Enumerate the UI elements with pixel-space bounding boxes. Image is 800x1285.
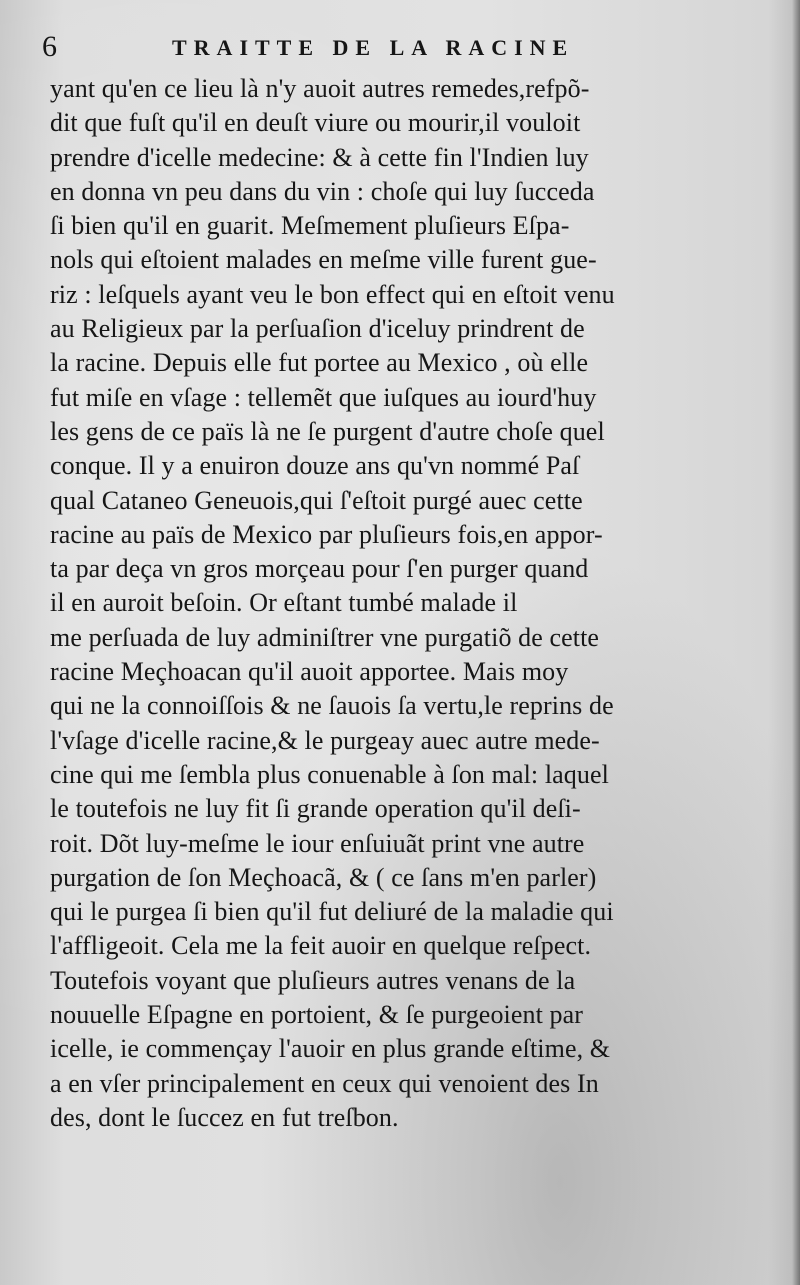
text-line: ſi bien qu'il en guarit. Meſmement pluſieurs Eſpa-: [50, 211, 570, 241]
text-line: racine au païs de Mexico par pluſieurs fois,en appor-: [50, 519, 603, 549]
text-line: en donna vn peu dans du vin : choſe qui luy ſucceda: [50, 176, 595, 206]
page-header: [42, 30, 782, 64]
text-line: ta par deça vn gros morçeau pour ſ'en purger quand: [50, 554, 589, 584]
text-line: qui ne la connoiſſois & ne ſauois ſa vertu,le reprins de: [50, 691, 614, 721]
text-line: cine qui me ſembla plus conuenable à ſon mal: laquel: [50, 759, 609, 789]
page-number: 6: [42, 30, 57, 63]
text-line: purgation de ſon Meçhoacã, & ( ce ſans m'en parler): [50, 862, 597, 892]
text-line: l'vſage d'icelle racine,& le purgeay auec autre mede-: [50, 725, 600, 755]
text-line: nouuelle Eſpagne en portoient, & ſe purgeoient par: [50, 1000, 584, 1030]
text-line: roit. Dõt luy-meſme le iour enſuiuãt print vne autre: [50, 828, 585, 858]
text-line: au Religieux par la perſuaſion d'iceluy prindrent de: [50, 314, 585, 344]
page-edge-shadow: [792, 0, 800, 1285]
running-title: TRAITTE DE LA RACINE: [172, 35, 575, 60]
text-line: conque. Il y a enuiron douze ans qu'vn nommé Paſ: [50, 451, 580, 481]
text-line: icelle, ie commençay l'auoir en plus grande eſtime, &: [50, 1034, 611, 1064]
text-line: nols qui eſtoient malades en meſme ville furent gue-: [50, 245, 597, 275]
text-line: qual Cataneo Geneuois,qui ſ'eſtoit purgé auec cette: [50, 485, 583, 515]
text-line: riz : leſquels ayant veu le bon effect qui en eſtoit venu: [50, 279, 615, 309]
text-line: me perſuada de luy adminiſtrer vne purgatiõ de cette: [50, 622, 600, 652]
text-line: fut miſe en vſage : tellemẽt que iuſques au iourd'huy: [50, 382, 597, 412]
text-line: qui le purgea ſi bien qu'il fut deliuré de la maladie qui: [50, 897, 614, 927]
text-line: la racine. Depuis elle fut portee au Mexico , où elle: [50, 348, 589, 378]
text-line: il en auroit beſoin. Or eſtant tumbé malade il: [50, 588, 518, 618]
text-line: racine Meçhoacan qu'il auoit apportee. Mais moy: [50, 657, 569, 687]
text-line: yant qu'en ce lieu là n'y auoit autres remedes,refpõ-: [50, 74, 590, 103]
text-line: des, dont le ſuccez en fut treſbon.: [50, 1102, 399, 1132]
text-line: le toutefois ne luy fit ſi grande operation qu'il deſi-: [50, 794, 581, 824]
text-line: a en vſer principalement en ceux qui venoient des In: [50, 1068, 599, 1098]
text-line: Toutefois voyant que pluſieurs autres venans de la: [50, 965, 576, 995]
text-line: les gens de ce païs là ne ſe purgent d'autre choſe quel: [50, 416, 605, 446]
text-line: l'affligeoit. Cela me la feit auoir en quelque reſpect.: [50, 931, 592, 961]
text-line: dit que fuſt qu'il en deuſt viure ou mourir,il vouloit: [50, 108, 581, 138]
text-line: prendre d'icelle medecine: & à cette fin l'Indien luy: [50, 142, 589, 172]
body-text: [50, 72, 795, 1135]
